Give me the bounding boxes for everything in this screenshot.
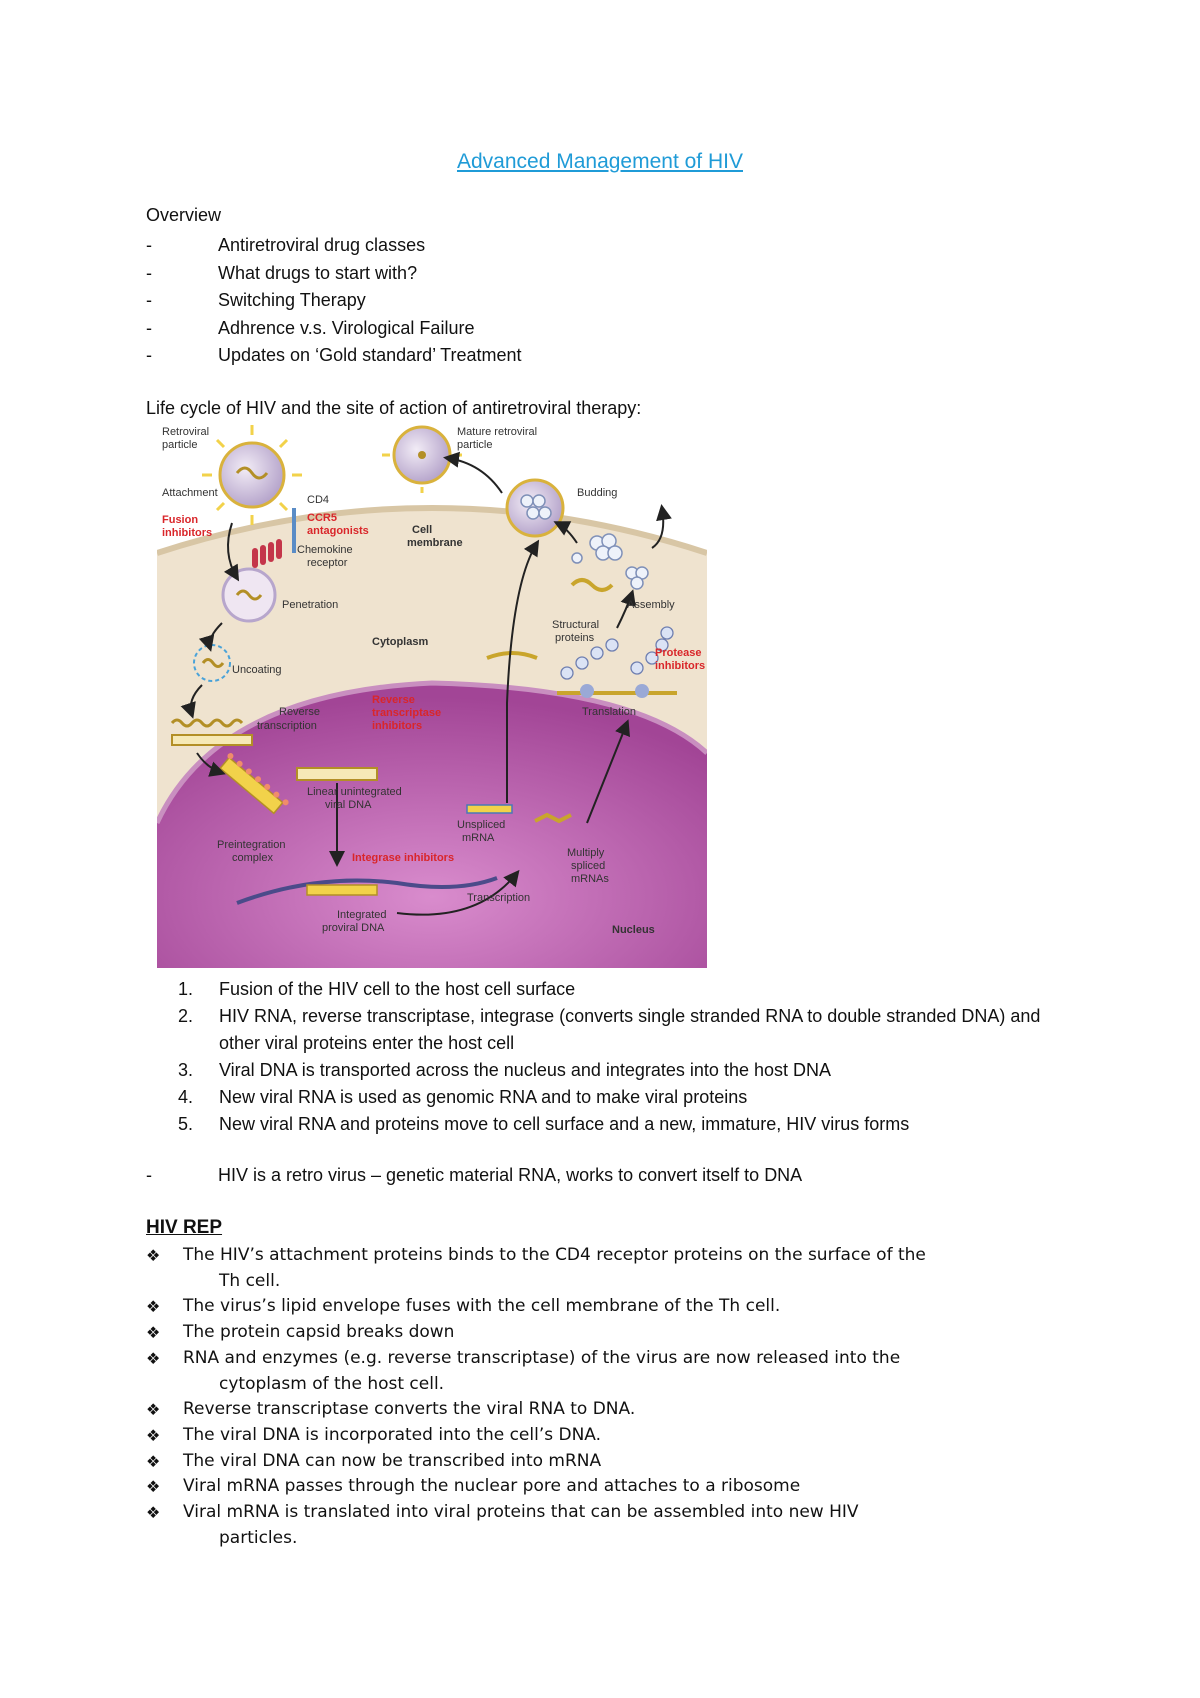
list-item: ❖ The protein capsid breaks down [146, 1320, 1086, 1346]
label-cell-membrane: Cell membrane [407, 524, 463, 549]
label-translation: Translation [582, 706, 637, 718]
lifecycle-caption: Life cycle of HIV and the site of action of antiretroviral therapy: [146, 398, 642, 418]
label-ccr5-antagonists: CCR5 antagonists [307, 512, 369, 537]
budding-particle-icon [507, 480, 563, 536]
overview-list [146, 232, 522, 370]
label-budding: Budding [577, 487, 618, 499]
list-item: 3. Viral DNA is transported across the nucleus and integrates into the host DNA [178, 1060, 831, 1080]
list-item: ❖ Reverse transcriptase converts the viral RNA to DNA. [146, 1397, 1086, 1423]
label-cd4: CD4 [307, 494, 330, 506]
list-item: ❖ The HIV’s attachment proteins binds to the CD4 receptor proteins on the surface of the Th cell. [146, 1243, 1086, 1294]
list-item: ❖ RNA and enzymes (e.g. reverse transcriptase) of the virus are now released into the cytoplasm of the host cell. [146, 1346, 1086, 1397]
retro-virus-note: - HIV is a retro virus – genetic material RNA, works to convert itself to DNA [146, 1165, 803, 1185]
label-mature-particle: Mature retroviral particle [457, 426, 538, 451]
document-title: Advanced Management of HIV [456, 150, 743, 173]
overview-heading: Overview [146, 205, 222, 225]
diamond-bullet-icon: ❖ [146, 1477, 161, 1497]
diamond-bullet-icon: ❖ [146, 1400, 161, 1420]
label-penetration: Penetration [282, 599, 339, 611]
label-transcription: Transcription [467, 892, 531, 904]
label-nucleus: Nucleus [612, 924, 655, 936]
retroviral-particle-icon [202, 425, 302, 525]
label-cytoplasm: Cytoplasm [372, 636, 429, 648]
label-reverse-transcription: Reverse transcription [257, 706, 320, 732]
linear-dna-icon [297, 768, 377, 780]
label-fusion-inhibitors: Fusion inhibitors [162, 514, 213, 539]
label-integrase-inhibitors: Integrase inhibitors [352, 852, 455, 864]
label-retroviral-particle: Retroviral particle [162, 426, 210, 451]
list-item: 4. New viral RNA is used as genomic RNA and to make viral proteins [178, 1087, 748, 1107]
lifecycle-steps-list [178, 976, 1078, 1138]
hiv-rep-list [146, 1243, 1086, 1551]
list-item: ❖ The virus’s lipid envelope fuses with the cell membrane of the Th cell. [146, 1294, 1086, 1320]
label-uncoating: Uncoating [232, 664, 282, 676]
list-item: ❖ Viral mRNA passes through the nuclear pore and attaches to a ribosome [146, 1474, 1086, 1500]
label-linear-dna: Linear unintegrated viral DNA [307, 786, 402, 811]
label-protease-inhibitors: Protease inhibitors [655, 647, 706, 672]
label-rt-inhibitors: Reverse transcriptase inhibitors [372, 694, 442, 732]
diamond-bullet-icon: ❖ [146, 1348, 161, 1368]
list-item: - Antiretroviral drug classes [146, 235, 426, 255]
list-item: 5. New viral RNA and proteins move to cell surface and a new, immature, HIV virus forms [178, 1114, 910, 1134]
list-item: - Adhrence v.s. Virological Failure [146, 317, 475, 338]
list-item: 2. HIV RNA, reverse transcriptase, integrase (converts single stranded RNA to double stranded DNA) and other viral proteins enter the host cell [178, 1006, 1041, 1053]
label-preintegration-complex: Preintegration complex [217, 839, 286, 864]
viral-dna-strand [172, 735, 252, 745]
diamond-bullet-icon: ❖ [146, 1246, 161, 1265]
unspliced-mrna-icon [467, 805, 512, 813]
hiv-rep-heading: HIV REP [146, 1217, 223, 1238]
list-item: ❖ The viral DNA is incorporated into the cell’s DNA. [146, 1423, 1086, 1449]
label-structural-proteins: Structural proteins [552, 619, 600, 644]
diamond-bullet-icon: ❖ [146, 1323, 161, 1343]
list-item: ❖ The viral DNA can now be transcribed into mRNA [146, 1449, 1086, 1475]
label-multiply-spliced: Multiply spliced mRNAs [567, 847, 609, 885]
label-attachment: Attachment [162, 487, 218, 499]
label-assembly: Assembly [627, 599, 675, 611]
label-unspliced-mrna: Unspliced mRNA [457, 819, 506, 844]
diamond-bullet-icon: ❖ [146, 1425, 161, 1445]
list-item: - Switching Therapy [146, 290, 366, 310]
label-chemokine-receptor: Chemokine receptor [297, 544, 353, 569]
list-item: 1. Fusion of the HIV cell to the host cell surface [178, 979, 576, 999]
hiv-lifecycle-diagram [157, 423, 707, 968]
list-item: - Updates on ‘Gold standard’ Treatment [146, 345, 522, 365]
list-item: ❖ Viral mRNA is translated into viral proteins that can be assembled into new HIV particles. [146, 1500, 1086, 1551]
list-item: - What drugs to start with? [146, 262, 418, 283]
diamond-bullet-icon: ❖ [146, 1297, 161, 1317]
diamond-bullet-icon: ❖ [146, 1451, 161, 1471]
diamond-bullet-icon: ❖ [146, 1503, 161, 1523]
label-integrated-dna: Integrated proviral DNA [322, 909, 387, 934]
